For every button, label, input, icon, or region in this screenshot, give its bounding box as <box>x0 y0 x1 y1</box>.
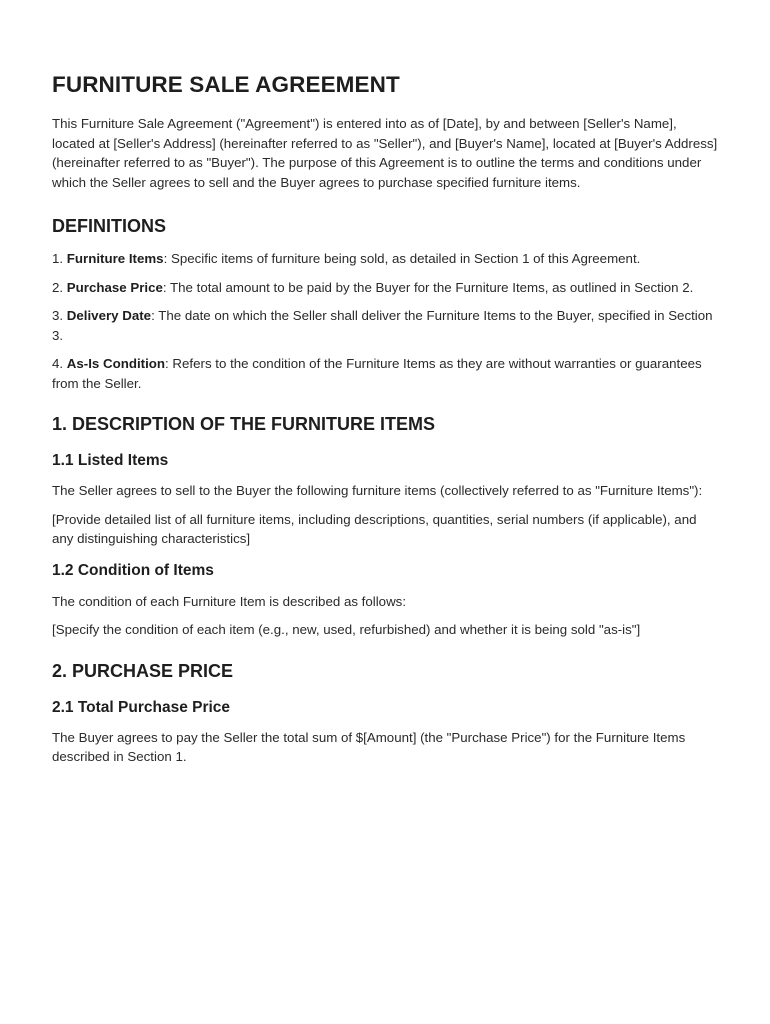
definition-number: 1. <box>52 251 64 266</box>
section-2-heading: 2. PURCHASE PRICE <box>52 660 234 681</box>
document-title: FURNITURE SALE AGREEMENT <box>52 72 400 97</box>
subsection-1-1-heading: 1.1 Listed Items <box>52 452 169 469</box>
definition-number: 4. <box>52 356 64 371</box>
definition-item <box>52 306 718 345</box>
definition-item <box>52 249 718 269</box>
definition-number: 3. <box>52 308 64 323</box>
definition-term: Furniture Items <box>66 251 164 266</box>
definition-term: As-Is Condition <box>66 356 166 371</box>
subsection-1-1-paragraph: The Seller agrees to sell to the Buyer the following furniture items (collectively referred to as "Furniture Items"): <box>52 483 703 498</box>
definition-item <box>52 278 718 298</box>
definition-item <box>52 354 718 393</box>
subsection-1-2-heading: 1.2 Condition of Items <box>52 561 214 579</box>
subsection-2-1-paragraph: The Buyer agrees to pay the Seller the total sum of $[Amount] (the "Purchase Price") for the Furniture Items described in Section 1. <box>52 729 686 764</box>
subsection-1-2-placeholder: [Specify the condition of each item (e.g., new, used, refurbished) and whether it is being sold "as-is"] <box>52 622 641 637</box>
subsection-1-1-placeholder: [Provide detailed list of all furniture items, including descriptions, quantities, serial numbers (if applicable), and any distinguishing characteristics] <box>52 511 697 546</box>
definitions-heading: DEFINITIONS <box>52 216 167 236</box>
subsection-2-1-heading: 2.1 Total Purchase Price <box>52 698 231 716</box>
definition-text: : The date on which the Seller shall deliver the Furniture Items to the Buyer, specified in Section 3. <box>52 308 713 343</box>
definition-number: 2. <box>52 279 64 295</box>
definition-text: : The total amount to be paid by the Buyer for the Furniture Items, as outlined in Section 2. <box>162 279 694 295</box>
subsection-1-2-paragraph: The condition of each Furniture Item is described as follows: <box>52 593 407 609</box>
intro-paragraph: This Furniture Sale Agreement ("Agreement") is entered into as of [Date], by and between [Seller's Name], located at [Seller's Address] (hereinafter referred to as "Seller"), and [Buyer's Name], located at [Buyer's Address] (hereinafter referred to as "Buyer"). The purpose of this Agreement is to outline the terms and conditions under which the Seller agrees to sell and the Buyer agrees to purchase specified furniture items. <box>52 116 718 190</box>
section-1-heading: 1. DESCRIPTION OF THE FURNITURE ITEMS <box>52 414 436 434</box>
definition-text: : Refers to the condition of the Furniture Items as they are without warranties or guarantees from the Seller. <box>52 356 702 391</box>
definition-text: : Specific items of furniture being sold, as detailed in Section 1 of this Agreement. <box>163 251 641 266</box>
definition-term: Purchase Price <box>66 279 163 295</box>
definition-term: Delivery Date <box>66 308 152 323</box>
